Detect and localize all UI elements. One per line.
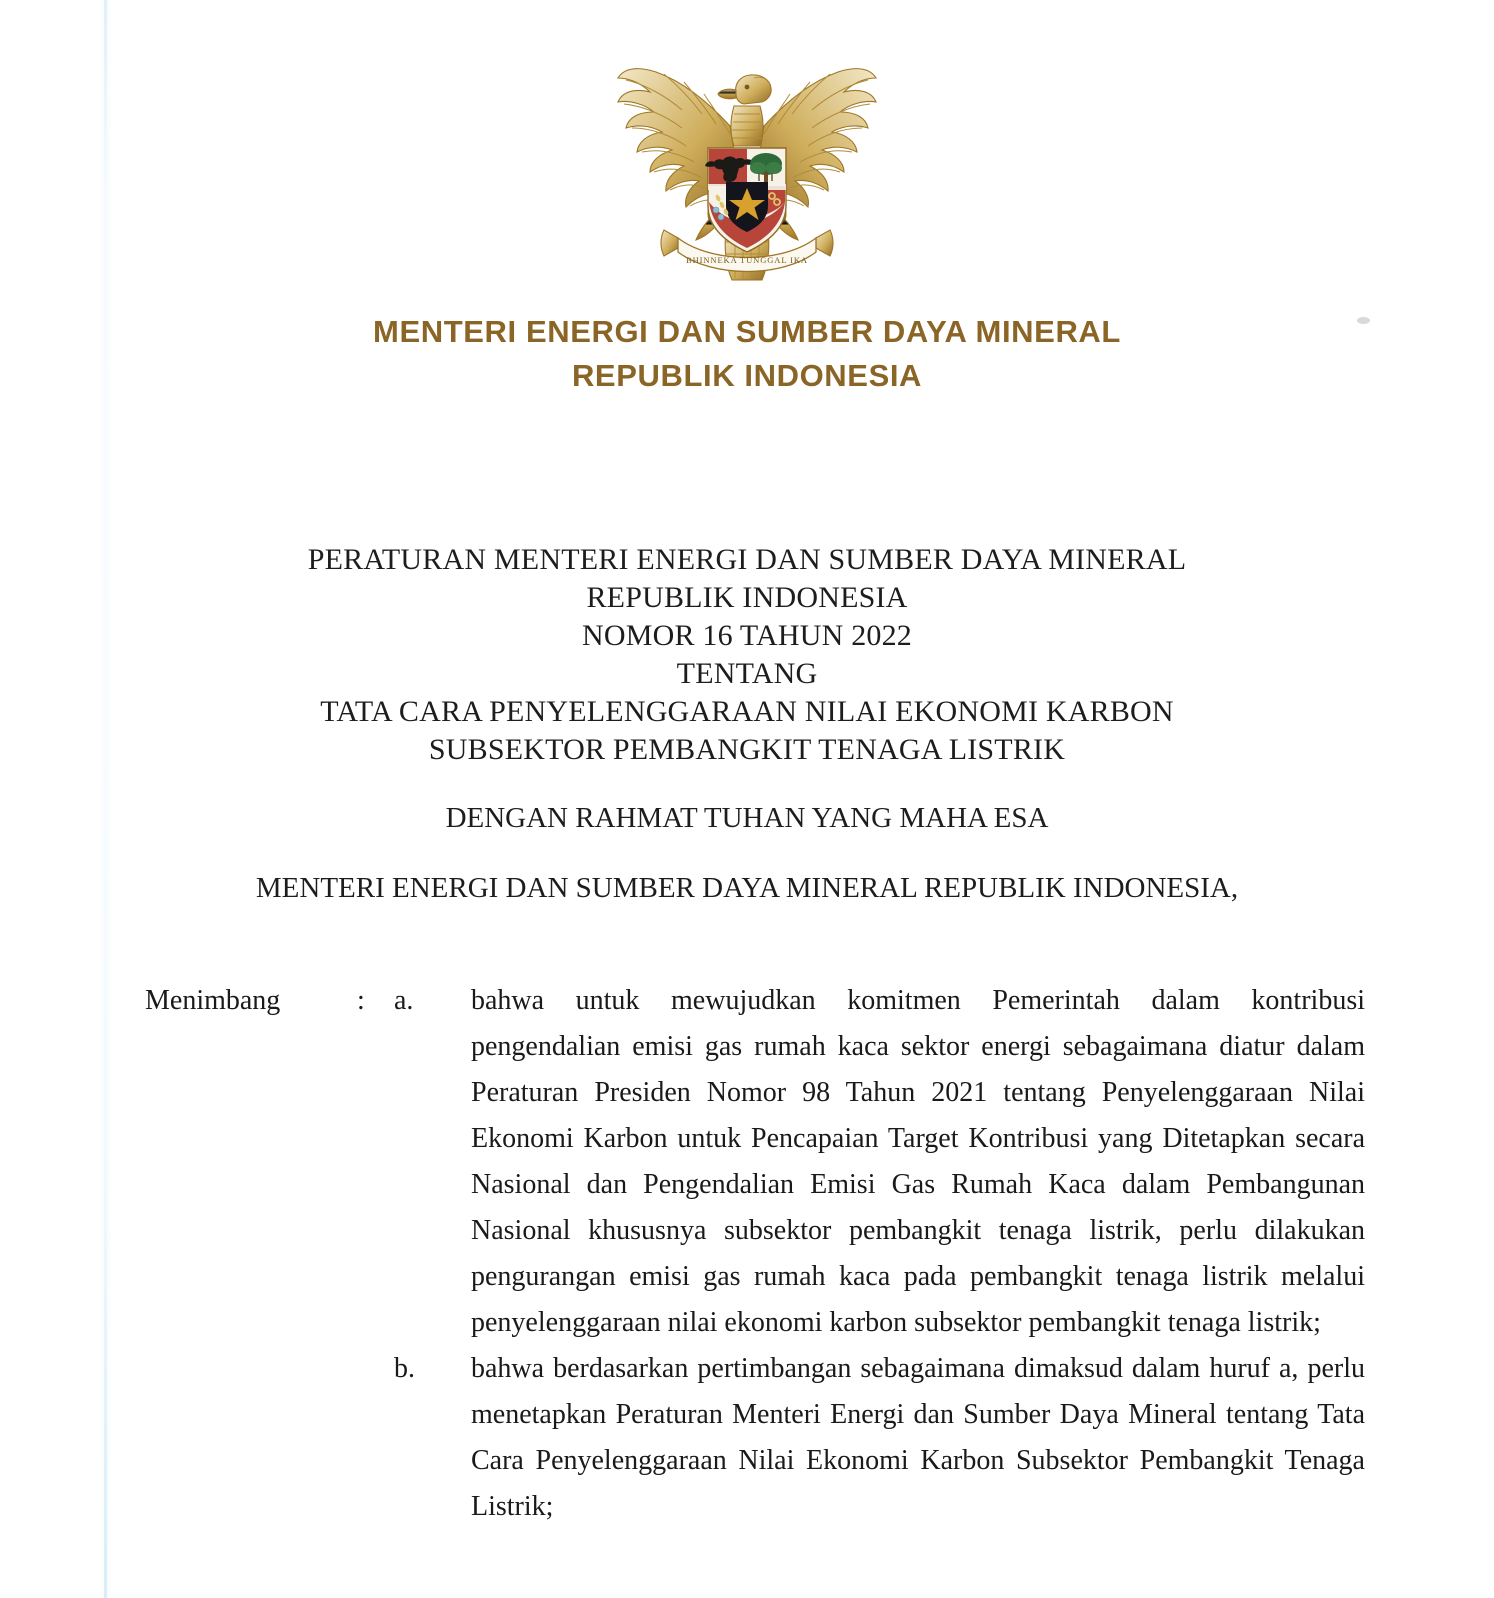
considering-section xyxy=(145,978,1365,1530)
emblem-container xyxy=(0,34,1494,291)
considering-letter-a: a. xyxy=(394,985,414,1016)
ministry-header-line2: REPUBLIK INDONESIA xyxy=(571,358,923,393)
considering-text-a: bahwa untuk mewujudkan komitmen Pemerintah dalam kontribusi pengendalian emisi gas rumah kaca sektor energi sebagaimana diatur dalam Peraturan Presiden Nomor 98 Tahun 2021 tentang Penyelenggaraan Nilai Ekonomi Karbon untuk Pencapaian Target Kontribusi yang Ditetapkan secara Nasional dan Pengendalian Emisi Gas Rumah Kaca dalam Pembangunan Nasional khususnya subsektor pembangkit tenaga listrik, perlu dilakukan pengurangan emisi gas rumah kaca pada pembangkit tenaga listrik melalui penyelenggaraan nilai ekonomi karbon subsektor pembangkit tenaga listrik; xyxy=(471,985,1365,1338)
title-line-4-tentang: TENTANG xyxy=(676,657,818,690)
emblem-motto-text: BHINNEKA TUNGGAL IKA xyxy=(686,255,808,265)
authority-line: MENTERI ENERGI DAN SUMBER DAYA MINERAL REPUBLIK INDONESIA, xyxy=(255,872,1239,904)
title-line-3-number: NOMOR 16 TAHUN 2022 xyxy=(581,619,913,652)
considering-colon: : xyxy=(357,985,365,1016)
title-line-1: PERATURAN MENTERI ENERGI DAN SUMBER DAYA MINERAL xyxy=(307,543,1187,576)
considering-text-b: bahwa berdasarkan pertimbangan sebagaimana dimaksud dalam huruf a, perlu menetapkan Peraturan Menteri Energi dan Sumber Daya Mineral tentang Tata Cara Penyelenggaraan Nilai Ekonomi Karbon Subsektor Pembangkit Tenaga Listrik; xyxy=(471,1353,1365,1522)
considering-letter-b: b. xyxy=(394,1353,415,1384)
title-line-2: REPUBLIK INDONESIA xyxy=(586,581,908,614)
considering-label: Menimbang xyxy=(145,985,281,1016)
regulation-title-block xyxy=(0,541,1494,769)
considering-item-b xyxy=(145,1346,1365,1530)
blessing-line: DENGAN RAHMAT TUHAN YANG MAHA ESA xyxy=(445,802,1049,834)
title-line-6-subject: SUBSEKTOR PEMBANGKIT TENAGA LISTRIK xyxy=(428,733,1066,766)
considering-item-a xyxy=(145,978,1365,1346)
title-line-5-subject: TATA CARA PENYELENGGARAAN NILAI EKONOMI KARBON xyxy=(320,695,1174,728)
garuda-pancasila-icon xyxy=(604,34,890,286)
ministry-header-line1: MENTERI ENERGI DAN SUMBER DAYA MINERAL xyxy=(373,314,1121,349)
ministry-header xyxy=(0,310,1494,398)
